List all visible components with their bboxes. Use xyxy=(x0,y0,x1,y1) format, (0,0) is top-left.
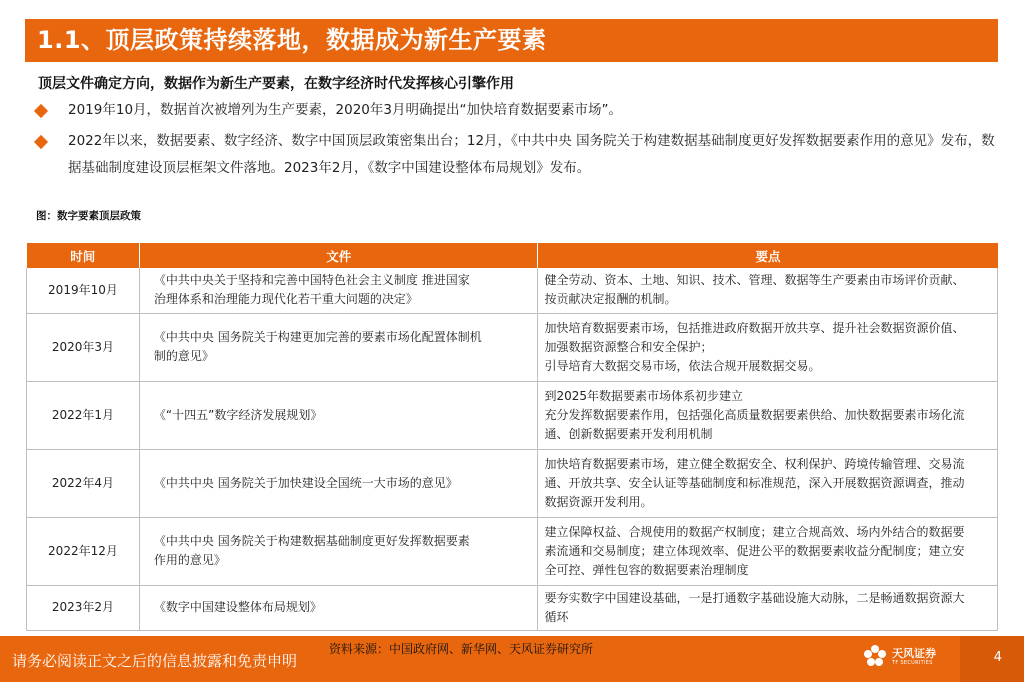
cell-document xyxy=(139,313,538,381)
cell-document xyxy=(139,585,538,630)
cell-line: 《中共中央关于坚持和完善中国特色社会主义制度 推进国家 xyxy=(153,273,470,288)
cell-line: 数据资源开发利用。 xyxy=(544,494,653,509)
cell-points xyxy=(538,585,998,630)
cell-time: 2019年10月 xyxy=(27,268,140,313)
cell-line: 《数字中国建设整体布局规划》 xyxy=(153,600,322,614)
table-header-row xyxy=(27,243,998,268)
cell-time: 2022年1月 xyxy=(27,381,140,449)
disclaimer-text: 请务必阅读正文之后的信息披露和免责申明 xyxy=(12,652,298,670)
column-header-document: 文件 xyxy=(139,243,538,268)
cell-line: 加强数据资源整合和安全保护； xyxy=(544,339,713,354)
logo-name-en: TF SECURITIES xyxy=(892,660,933,666)
cell-line: 到2025年数据要素市场体系初步建立 xyxy=(544,388,744,403)
page-number: 4 xyxy=(993,650,1002,665)
company-logo xyxy=(862,644,936,670)
cell-line: 加快培育数据要素市场，建立健全数据安全、权利保护、跨境传输管理、交易流 xyxy=(544,456,965,471)
bullet-item xyxy=(36,97,996,124)
cell-line: 循环 xyxy=(544,609,569,624)
source-note: 资料来源：中国政府网、新华网、天风证券研究所 xyxy=(329,642,594,656)
table-row xyxy=(27,313,998,381)
table-row xyxy=(27,585,998,630)
bullet-item xyxy=(36,128,996,182)
cell-document xyxy=(139,449,538,517)
bullet-text: 2022年以来，数据要素、数字经济、数字中国顶层政策密集出台；12月，《中共中央 国务院关于构建数据基础制度更好发挥数据要素作用的意见》发布，数据基础制度建设顶层框架文件落地。2023年2月，《数字中国建设整体布局规划》发布。 xyxy=(68,133,995,176)
cell-time: 2020年3月 xyxy=(27,313,140,381)
cell-points xyxy=(538,449,998,517)
cell-line: 《“十四五”数字经济发展规划》 xyxy=(153,407,323,422)
cell-line: 健全劳动、资本、土地、知识、技术、管理、数据等生产要素由市场评价贡献、 xyxy=(544,273,965,288)
cell-document xyxy=(139,381,538,449)
cell-time: 2022年12月 xyxy=(27,517,140,585)
logo-name: 天风证券 xyxy=(892,647,936,660)
section-subtitle: 顶层文件确定方向，数据作为新生产要素，在数字经济时代发挥核心引擎作用 xyxy=(38,76,514,92)
column-header-time: 时间 xyxy=(27,243,140,268)
cell-line: 《中共中央 国务院关于构建更加完善的要素市场化配置体制机 xyxy=(153,330,482,344)
table-row xyxy=(27,268,998,313)
cell-line: 建立保障权益、合规使用的数据产权制度；建立合规高效、场内外结合的数据要 xyxy=(544,524,965,539)
cell-document xyxy=(139,268,538,313)
cell-time: 2022年4月 xyxy=(27,449,140,517)
column-header-points: 要点 xyxy=(538,243,998,268)
cell-line: 制的意见》 xyxy=(153,349,214,363)
figure-caption: 图：数字要素顶层政策 xyxy=(36,210,141,222)
cell-line: 充分发挥数据要素作用，包括强化高质量数据要素供给、加快数据要素市场化流 xyxy=(544,407,965,422)
cell-points xyxy=(538,517,998,585)
cell-points xyxy=(538,313,998,381)
cell-line: 按贡献决定报酬的机制。 xyxy=(544,292,677,307)
cell-line: 引导培育大数据交易市场，依法合规开展数据交易。 xyxy=(544,358,821,373)
cell-line: 要夯实数字中国建设基础，一是打通数字基础设施大动脉，二是畅通数据资源大 xyxy=(544,590,965,605)
bullet-text: 2019年10月，数据首次被增列为生产要素，2020年3月明确提出“加快培育数据要素市场”。 xyxy=(68,102,622,118)
cell-line: 《中共中央 国务院关于加快建设全国统一大市场的意见》 xyxy=(153,475,458,490)
cell-time: 2023年2月 xyxy=(27,585,140,630)
cell-points xyxy=(538,268,998,313)
table-row xyxy=(27,517,998,585)
cell-line: 通、开放共享、安全认证等基础制度和标准规范，深入开展数据资源调查，推动 xyxy=(544,475,965,490)
cell-line: 作用的意见》 xyxy=(153,553,226,567)
table-row xyxy=(27,381,998,449)
cell-points xyxy=(538,381,998,449)
cell-line: 治理体系和治理能力现代化若干重大问题的决定》 xyxy=(153,292,418,307)
cell-line: 素流通和交易制度；建立体现效率、促进公平的数据要素收益分配制度；建立安 xyxy=(544,543,965,558)
cell-line: 《中共中央 国务院关于构建数据基础制度更好发挥数据要素 xyxy=(153,534,470,548)
cell-line: 通、创新数据要素开发利用机制 xyxy=(544,426,713,441)
table-row xyxy=(27,449,998,517)
flower-logo-icon xyxy=(862,644,888,670)
cell-document xyxy=(139,517,538,585)
page-title: 1.1、顶层政策持续落地，数据成为新生产要素 xyxy=(25,19,998,62)
cell-line: 全可控、弹性包容的数据要素治理制度 xyxy=(544,562,749,577)
cell-line: 加快培育数据要素市场，包括推进政府数据开放共享、提升社会数据资源价值、 xyxy=(544,320,965,335)
policy-table xyxy=(26,243,998,631)
